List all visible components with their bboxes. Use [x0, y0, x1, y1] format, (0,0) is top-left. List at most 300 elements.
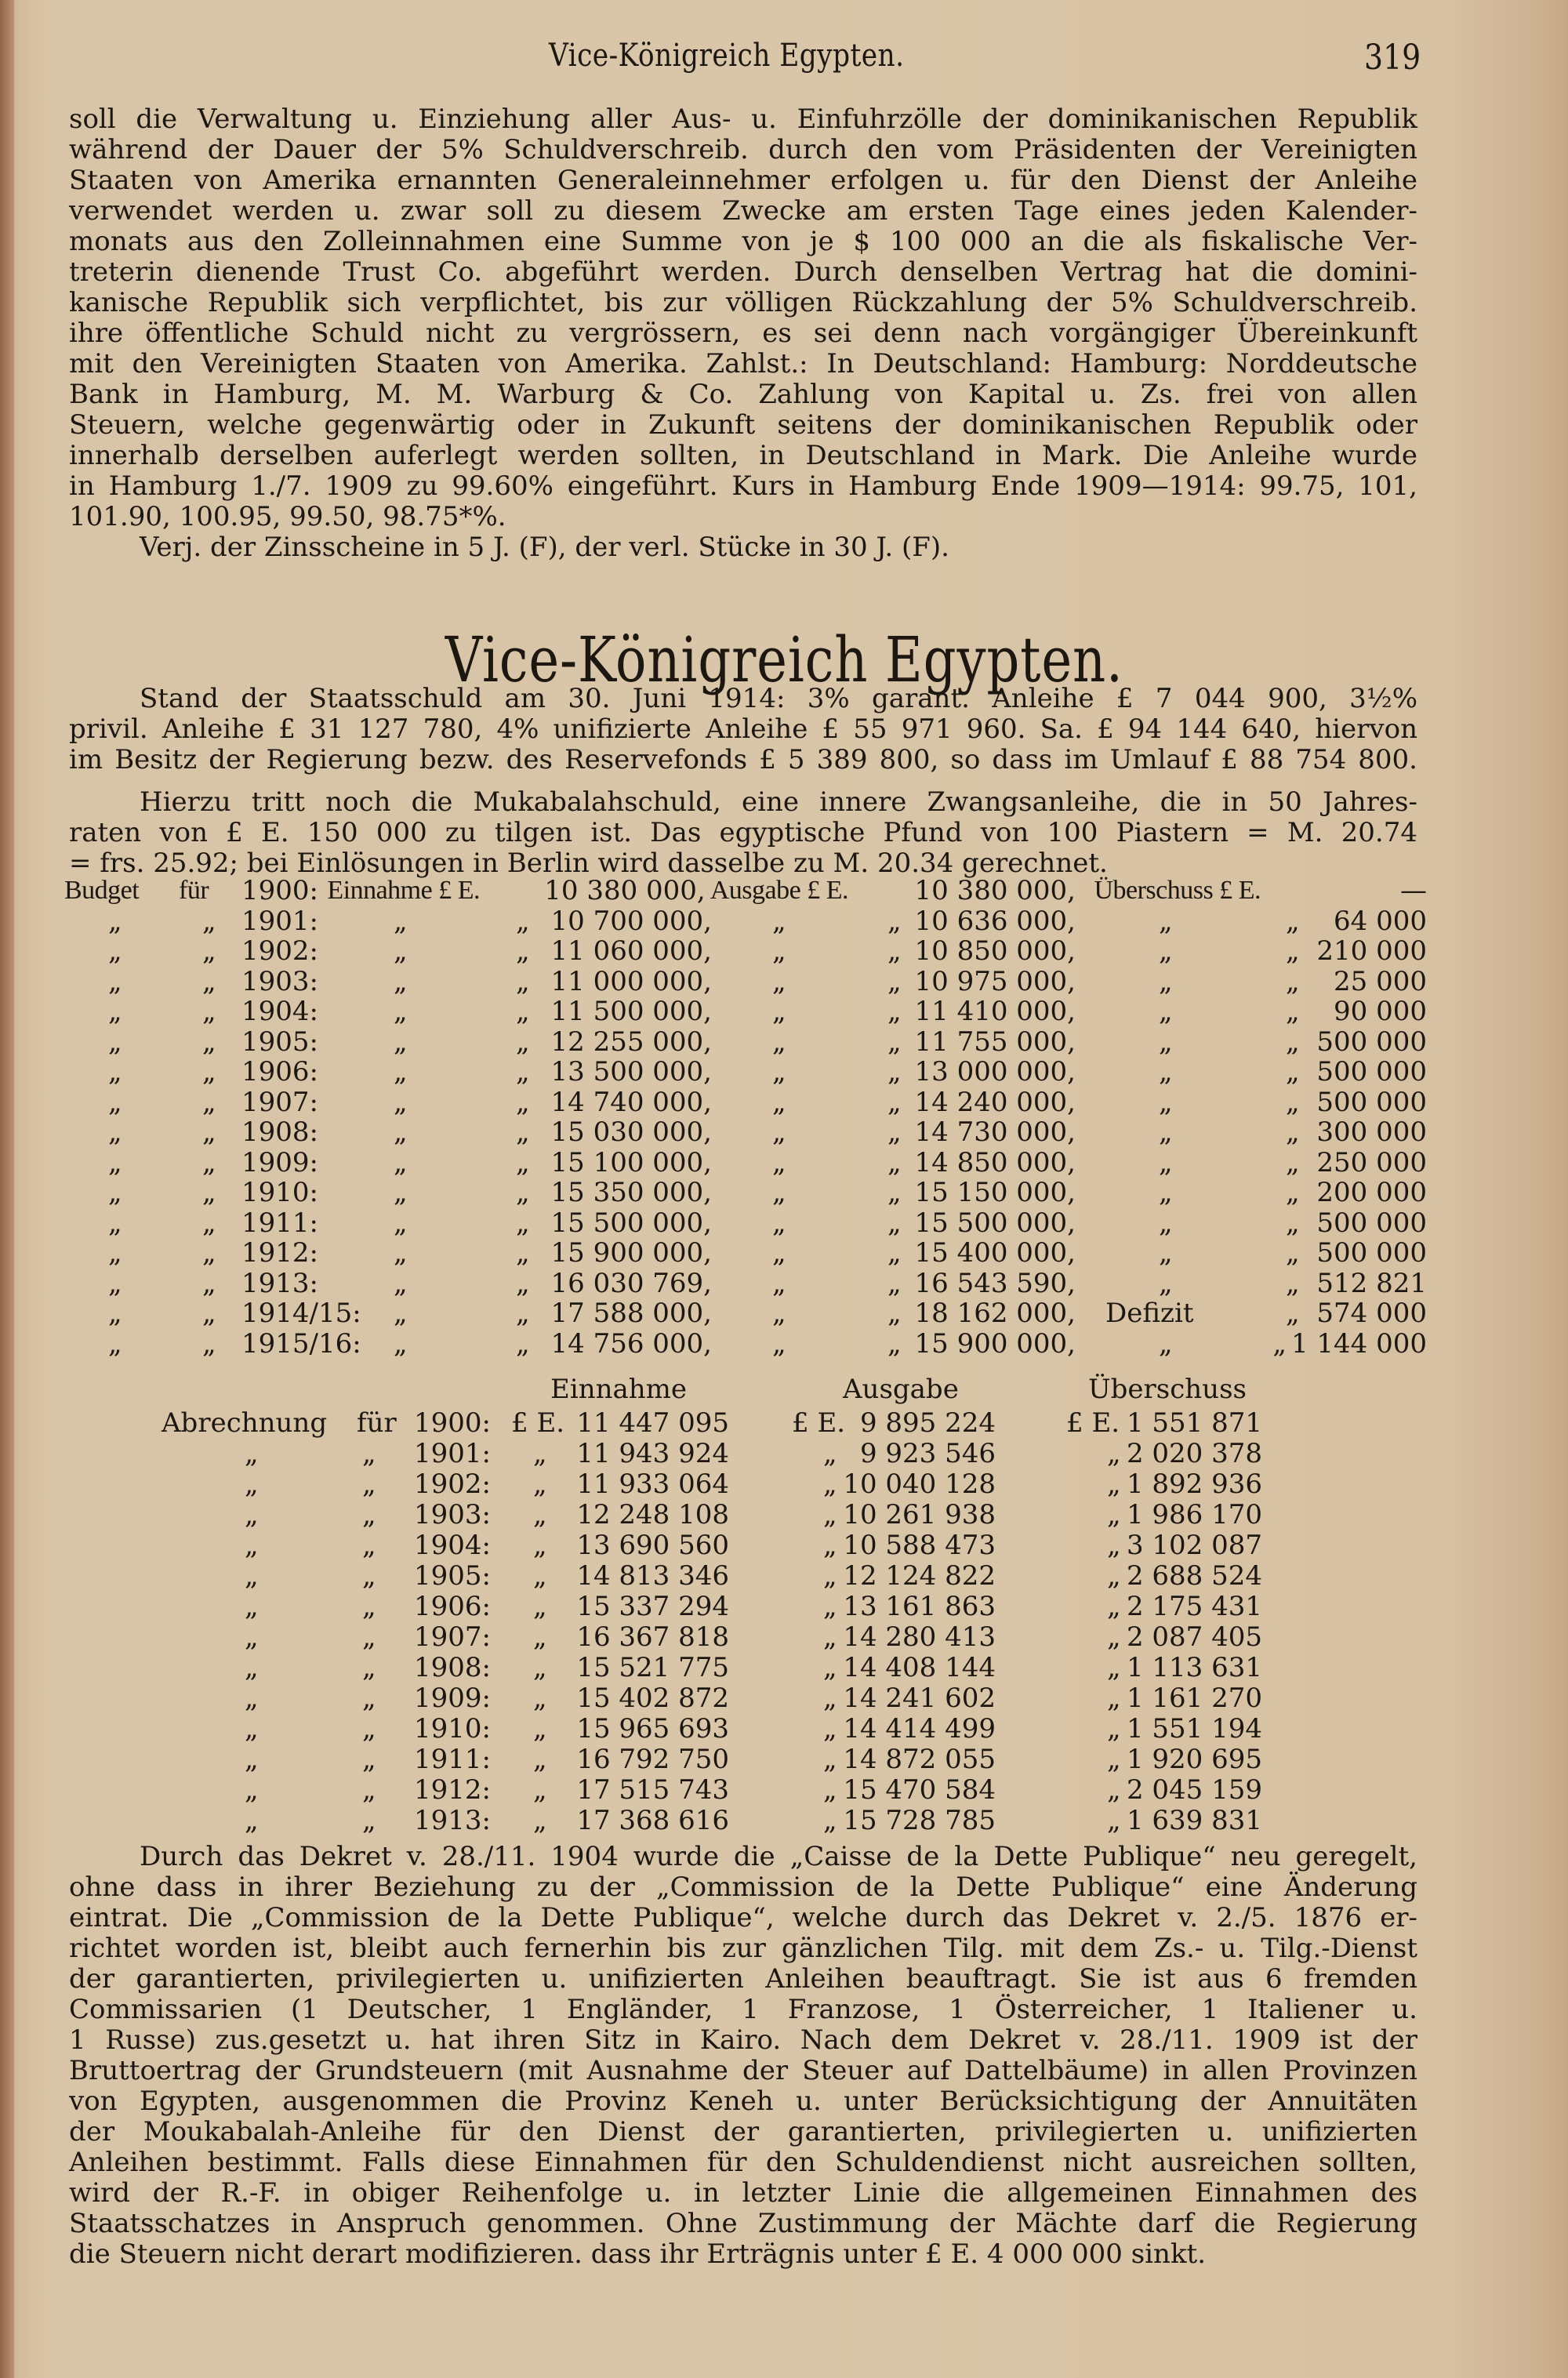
- ditto-mark: „: [1107, 1438, 1121, 1469]
- ditto-mark: „: [108, 1116, 122, 1148]
- year-cell: 1906:: [241, 1056, 318, 1087]
- ditto-mark: „: [1107, 1683, 1121, 1714]
- ditto-mark: „: [1286, 1146, 1300, 1178]
- ditto-mark: „: [202, 905, 216, 937]
- ditto-mark: „: [772, 1327, 786, 1360]
- text-line: 101.90, 100.95, 99.50, 98.75*%.: [69, 501, 506, 532]
- ueberschuss-value: 1 892 936: [1126, 1469, 1262, 1500]
- einnahme-value: 11 000 000,: [550, 965, 712, 997]
- ueberschuss-value: 210 000: [1316, 935, 1427, 967]
- ditto-mark: „: [772, 935, 786, 967]
- ditto-mark: „: [1107, 1713, 1121, 1744]
- ueberschuss-value: 25 000: [1334, 965, 1427, 997]
- ditto-mark: „: [1286, 1207, 1300, 1239]
- year-cell: 1901:: [414, 1438, 491, 1469]
- ditto-mark: „: [1286, 1267, 1300, 1299]
- ditto-mark: „: [394, 1086, 408, 1118]
- ditto-mark: „: [362, 1591, 376, 1622]
- text-line: Staatsschatzes in Anspruch genommen. Ohne Zustimmung der Mächte darf die Regierung: [69, 2208, 1417, 2239]
- ueberschuss-value: 250 000: [1316, 1146, 1427, 1178]
- ditto-mark: „: [533, 1805, 547, 1836]
- fuer-label: für: [357, 1407, 397, 1439]
- text-line: richtet worden ist, bleibt auch fernerhin bis zur gänzlichen Tilg. mit dem Zs.- u. Tilg.-Dienst: [69, 1933, 1417, 1964]
- accounts-row: [0, 1744, 1568, 1774]
- ditto-mark: „: [362, 1438, 376, 1469]
- year-cell: 1908:: [241, 1116, 318, 1148]
- ditto-mark: „: [1286, 965, 1300, 997]
- text-line: Bruttoertrag der Grundsteuern (mit Ausnahme der Steuer auf Dattelbäume) in allen Provinzen: [69, 2055, 1417, 2086]
- ditto-mark: „: [362, 1469, 376, 1500]
- page-number: 319: [1364, 38, 1421, 78]
- einnahme-value: 12 248 108: [576, 1499, 729, 1530]
- ditto-mark: „: [108, 1146, 122, 1178]
- ditto-mark: „: [362, 1652, 376, 1683]
- ueberschuss-value: 1 639 831: [1126, 1805, 1262, 1836]
- ditto-mark: „: [1286, 1298, 1300, 1329]
- ditto-mark: „: [1159, 1146, 1173, 1178]
- ausgabe-value: 14 408 144: [843, 1652, 996, 1683]
- ditto-mark: „: [823, 1652, 837, 1683]
- ditto-mark: „: [1107, 1652, 1121, 1683]
- accounts-row: [0, 1561, 1568, 1591]
- year-cell: 1901:: [241, 905, 318, 937]
- ditto-mark: „: [245, 1499, 259, 1530]
- ausgabe-value: 10 380 000,: [914, 875, 1076, 906]
- ditto-mark: „: [202, 1327, 216, 1360]
- year-cell: 1915/16:: [241, 1327, 361, 1360]
- ditto-mark: „: [202, 1177, 216, 1208]
- ditto-mark: „: [772, 1177, 786, 1208]
- currency-label: £ E.: [792, 1407, 846, 1439]
- ditto-mark: „: [1159, 1116, 1173, 1148]
- ditto-mark: „: [533, 1560, 547, 1592]
- einnahme-value: 15 965 693: [576, 1713, 729, 1744]
- ditto-mark: „: [108, 996, 122, 1027]
- einnahme-value: 11 060 000,: [550, 935, 712, 967]
- ditto-mark: „: [394, 1056, 408, 1087]
- einnahme-value: 16 030 769,: [550, 1267, 712, 1299]
- ditto-mark: „: [772, 965, 786, 997]
- year-cell: 1910:: [414, 1713, 491, 1744]
- ueberschuss-value: 90 000: [1334, 996, 1427, 1027]
- year-cell: 1905:: [241, 1026, 318, 1058]
- ditto-mark: „: [1159, 905, 1173, 937]
- ditto-mark: „: [362, 1683, 376, 1714]
- ditto-mark: „: [202, 1026, 216, 1058]
- ditto-mark: „: [533, 1774, 547, 1806]
- ausgabe-value: 11 755 000,: [914, 1026, 1076, 1058]
- einnahme-value: 15 500 000,: [550, 1207, 712, 1239]
- ditto-mark: „: [823, 1713, 837, 1744]
- ausgabe-value: 9 895 224: [859, 1407, 996, 1439]
- ditto-mark: „: [362, 1621, 376, 1653]
- ditto-mark: „: [108, 1237, 122, 1269]
- ditto-mark: „: [1286, 1026, 1300, 1058]
- ueberschuss-value: 512 821: [1316, 1267, 1427, 1299]
- ausgabe-value: 14 850 000,: [914, 1146, 1076, 1178]
- ditto-mark: „: [394, 1237, 408, 1269]
- ausgabe-value: 9 923 546: [859, 1438, 996, 1469]
- ausgabe-value: 10 261 938: [843, 1499, 996, 1530]
- accounts-row: [0, 1592, 1568, 1621]
- ausgabe-value: 10 636 000,: [914, 905, 1076, 937]
- text-line: innerhalb derselben auferlegt werden sollten, in Deutschland in Mark. Die Anleihe wurde: [69, 440, 1417, 471]
- ditto-mark: „: [1272, 1327, 1287, 1360]
- einnahme-value: 14 756 000,: [550, 1327, 712, 1360]
- year-cell: 1912:: [241, 1237, 318, 1269]
- ditto-mark: „: [772, 1146, 786, 1178]
- year-cell: 1911:: [241, 1207, 318, 1239]
- budget-row: [0, 936, 1568, 966]
- ditto-mark: „: [1159, 1056, 1173, 1087]
- text-line: Hierzu tritt noch die Mukabalahschuld, eine innere Zwangsanleihe, die in 50 Jahres-: [140, 786, 1417, 818]
- ueberschuss-value: 3 102 087: [1126, 1530, 1262, 1561]
- ditto-mark: „: [823, 1744, 837, 1775]
- ueberschuss-value: 2 087 405: [1126, 1621, 1262, 1653]
- ditto-mark: „: [823, 1683, 837, 1714]
- ditto-mark: „: [394, 965, 408, 997]
- ditto-mark: „: [245, 1469, 259, 1500]
- ditto-mark: „: [1107, 1744, 1121, 1775]
- year-cell: 1903:: [241, 965, 318, 997]
- ditto-mark: „: [772, 1026, 786, 1058]
- budget-row: [0, 1208, 1568, 1238]
- ditto-mark: „: [362, 1530, 376, 1561]
- ditto-mark: „: [202, 1086, 216, 1118]
- ausgabe-value: 15 900 000,: [914, 1327, 1076, 1360]
- ditto-mark: „: [887, 905, 902, 937]
- text-line: der garantierten, privilegierten u. unifizierten Anleihen beauftragt. Sie ist aus 6 fremden: [69, 1963, 1417, 1995]
- fuer-label: für: [179, 876, 209, 905]
- einnahme-value: 14 740 000,: [550, 1086, 712, 1118]
- ditto-mark: „: [362, 1805, 376, 1836]
- ditto-mark: „: [1159, 935, 1173, 967]
- ausgabe-value: 15 470 584: [843, 1774, 996, 1806]
- text-line: mit den Vereinigten Staaten von Amerika. Zahlst.: In Deutschland: Hamburg: Norddeutsche: [69, 348, 1417, 379]
- text-line: Durch das Dekret v. 28./11. 1904 wurde die „Caisse de la Dette Publique“ neu geregelt,: [140, 1841, 1417, 1872]
- einnahme-value: 15 337 294: [576, 1591, 729, 1622]
- einnahme-value: 10 700 000,: [550, 905, 712, 937]
- einnahme-value: 10 380 000,: [544, 875, 706, 906]
- ausgabe-value: 10 975 000,: [914, 965, 1076, 997]
- ditto-mark: „: [1286, 1086, 1300, 1118]
- text-line: Bank in Hamburg, M. M. Warburg & Co. Zahlung von Kapital u. Zs. frei von allen: [69, 379, 1417, 410]
- ditto-mark: „: [823, 1499, 837, 1530]
- ueberschuss-value: —: [1400, 875, 1427, 906]
- ausgabe-value: 18 162 000,: [914, 1298, 1076, 1329]
- year-cell: 1900:: [414, 1407, 491, 1439]
- ditto-mark: „: [823, 1591, 837, 1622]
- ditto-mark: „: [887, 935, 902, 967]
- ditto-mark: „: [108, 1026, 122, 1058]
- text-line: im Besitz der Regierung bezw. des Reservefonds £ 5 389 800, so dass im Umlauf £ 88 754 800.: [69, 744, 1417, 775]
- ditto-mark: „: [1286, 1237, 1300, 1269]
- budget-row: [0, 906, 1568, 936]
- ditto-mark: „: [245, 1621, 259, 1653]
- einnahme-value: 13 690 560: [576, 1530, 729, 1561]
- ditto-mark: „: [394, 1146, 408, 1178]
- budget-row: [0, 876, 1568, 906]
- text-line: raten von £ E. 150 000 zu tilgen ist. Das egyptische Pfund von 100 Piastern = M. 20.74: [69, 817, 1417, 848]
- ueberschuss-value: 1 144 000: [1290, 1327, 1427, 1360]
- text-line: der Moukabalah-Anleihe für den Dienst der garantierten, privilegierten u. unifizierten: [69, 2116, 1417, 2147]
- ditto-mark: „: [362, 1713, 376, 1744]
- ausgabe-value: 15 500 000,: [914, 1207, 1076, 1239]
- text-line: wird der R.-F. in obiger Reihenfolge u. in letzter Linie die allgemeinen Einnahmen des: [69, 2177, 1417, 2209]
- ditto-mark: „: [108, 1177, 122, 1208]
- ditto-mark: „: [362, 1499, 376, 1530]
- ausgabe-label: Ausgabe £ E.: [710, 876, 848, 905]
- einnahme-value: 11 933 064: [576, 1469, 729, 1500]
- ditto-mark: „: [1107, 1499, 1121, 1530]
- ueberschuss-value: 500 000: [1316, 1086, 1427, 1118]
- ditto-mark: „: [516, 965, 530, 997]
- running-header: Vice-Königreich Egypten.: [549, 38, 905, 74]
- ditto-mark: „: [394, 1116, 408, 1148]
- ditto-mark: „: [108, 935, 122, 967]
- ditto-mark: „: [887, 1056, 902, 1087]
- ditto-mark: „: [362, 1744, 376, 1775]
- ditto-mark: „: [516, 1086, 530, 1118]
- text-line: eintrat. Die „Commission de la Dette Publique“, welche durch das Dekret v. 2./5. 1876 er-: [69, 1902, 1417, 1933]
- ditto-mark: „: [887, 1116, 902, 1148]
- ditto-mark: „: [887, 1327, 902, 1360]
- ditto-mark: „: [516, 996, 530, 1027]
- year-cell: 1913:: [414, 1805, 491, 1836]
- ditto-mark: „: [823, 1560, 837, 1592]
- year-cell: 1903:: [414, 1499, 491, 1530]
- einnahme-value: 16 367 818: [576, 1621, 729, 1653]
- ausgabe-value: 10 850 000,: [914, 935, 1076, 967]
- ditto-mark: „: [533, 1499, 547, 1530]
- ditto-mark: „: [394, 996, 408, 1027]
- ditto-mark: „: [1286, 996, 1300, 1027]
- text-line: monats aus den Zolleinnahmen eine Summe von je $ 100 000 an die als fiskalische Ver-: [69, 226, 1417, 257]
- ueberschuss-value: 574 000: [1316, 1298, 1427, 1329]
- text-line: 1 Russe) zus.gesetzt u. hat ihren Sitz in Kairo. Nach dem Dekret v. 28./11. 1909 ist der: [69, 2024, 1417, 2056]
- ditto-mark: „: [108, 1327, 122, 1360]
- ditto-mark: „: [108, 905, 122, 937]
- ueberschuss-value: 1 161 270: [1126, 1683, 1262, 1714]
- ditto-mark: „: [887, 1146, 902, 1178]
- ditto-mark: „: [516, 1177, 530, 1208]
- einnahme-value: 15 030 000,: [550, 1116, 712, 1148]
- text-line: Commissarien (1 Deutscher, 1 Engländer, 1 Franzose, 1 Österreicher, 1 Italiener u.: [69, 1994, 1417, 2025]
- ditto-mark: „: [108, 1267, 122, 1299]
- ditto-mark: „: [108, 1056, 122, 1087]
- ditto-mark: „: [533, 1438, 547, 1469]
- ueberschuss-value: 2 020 378: [1126, 1438, 1262, 1469]
- ausgabe-value: 15 728 785: [843, 1805, 996, 1836]
- currency-label: £ E.: [511, 1407, 565, 1439]
- ueberschuss-value: 1 920 695: [1126, 1744, 1262, 1775]
- ditto-mark: „: [394, 1207, 408, 1239]
- ueberschuss-value: 500 000: [1316, 1026, 1427, 1058]
- header-ausgabe: Ausgabe: [843, 1374, 959, 1405]
- ditto-mark: „: [533, 1530, 547, 1561]
- ueberschuss-value: 2 045 159: [1126, 1774, 1262, 1806]
- einnahme-value: 17 588 000,: [550, 1298, 712, 1329]
- ditto-mark: „: [516, 1056, 530, 1087]
- ditto-mark: „: [887, 1207, 902, 1239]
- ditto-mark: „: [516, 1267, 530, 1299]
- ditto-mark: „: [533, 1652, 547, 1683]
- ueberschuss-value: 2 688 524: [1126, 1560, 1262, 1592]
- ditto-mark: „: [516, 1026, 530, 1058]
- einnahme-value: 17 515 743: [576, 1774, 729, 1806]
- ditto-mark: „: [245, 1530, 259, 1561]
- budget-row: [0, 1057, 1568, 1087]
- budget-label: Budget: [64, 876, 140, 905]
- year-cell: 1904:: [241, 996, 318, 1027]
- ditto-mark: „: [772, 1086, 786, 1118]
- einnahme-value: 15 521 775: [576, 1652, 729, 1683]
- accounts-row: [0, 1469, 1568, 1499]
- ditto-mark: „: [823, 1774, 837, 1806]
- ditto-mark: „: [1107, 1591, 1121, 1622]
- text-line: von Egypten, ausgenommen die Provinz Keneh u. unter Berücksichtigung der Annuitäten: [69, 2086, 1417, 2117]
- budget-row: [0, 967, 1568, 997]
- ditto-mark: „: [245, 1713, 259, 1744]
- ditto-mark: „: [394, 1298, 408, 1329]
- ditto-mark: „: [772, 1237, 786, 1269]
- accounts-row: [0, 1530, 1568, 1560]
- ditto-mark: „: [516, 1146, 530, 1178]
- budget-row: [0, 1329, 1568, 1359]
- ditto-mark: „: [202, 1116, 216, 1148]
- ditto-mark: „: [1159, 1177, 1173, 1208]
- ditto-mark: „: [1107, 1469, 1121, 1500]
- ditto-mark: „: [1286, 1056, 1300, 1087]
- ditto-mark: „: [533, 1744, 547, 1775]
- ditto-mark: „: [516, 1237, 530, 1269]
- ditto-mark: „: [533, 1713, 547, 1744]
- ditto-mark: „: [1159, 1026, 1173, 1058]
- einnahme-value: 11 943 924: [576, 1438, 729, 1469]
- ditto-mark: „: [362, 1560, 376, 1592]
- year-cell: 1905:: [414, 1560, 491, 1592]
- ditto-mark: „: [202, 1056, 216, 1087]
- ditto-mark: „: [394, 935, 408, 967]
- year-cell: 1909:: [241, 1146, 318, 1178]
- budget-row: [0, 1148, 1568, 1178]
- ditto-mark: „: [1286, 1177, 1300, 1208]
- einnahme-value: 16 792 750: [576, 1744, 729, 1775]
- ausgabe-value: 12 124 822: [843, 1560, 996, 1592]
- ausgabe-value: 16 543 590,: [914, 1267, 1076, 1299]
- ueberschuss-label: Überschuss £ E.: [1094, 876, 1261, 905]
- ditto-mark: „: [1159, 1267, 1173, 1299]
- ditto-mark: „: [108, 1207, 122, 1239]
- ditto-mark: „: [202, 965, 216, 997]
- einnahme-value: 15 402 872: [576, 1683, 729, 1714]
- text-line: ihre öffentliche Schuld nicht zu vergrössern, es sei denn nach vorgängiger Übereinkunft: [69, 318, 1417, 349]
- ditto-mark: „: [108, 1298, 122, 1329]
- ditto-mark: „: [533, 1621, 547, 1653]
- ditto-mark: „: [533, 1469, 547, 1500]
- ditto-mark: „: [245, 1744, 259, 1775]
- ausgabe-value: 13 161 863: [843, 1591, 996, 1622]
- ditto-mark: „: [887, 996, 902, 1027]
- ueberschuss-value: 2 175 431: [1126, 1591, 1262, 1622]
- text-line: Verj. der Zinsscheine in 5 J. (F), der verl. Stücke in 30 J. (F).: [140, 532, 949, 563]
- text-line: Steuern, welche gegenwärtig oder in Zukunft seitens der dominikanischen Republik oder: [69, 409, 1417, 441]
- note-cell: Defizit: [1105, 1298, 1194, 1329]
- ditto-mark: „: [394, 1327, 408, 1360]
- ausgabe-value: 14 280 413: [843, 1621, 996, 1653]
- ditto-mark: „: [823, 1469, 837, 1500]
- einnahme-value: 15 900 000,: [550, 1237, 712, 1269]
- ditto-mark: „: [202, 996, 216, 1027]
- year-cell: 1907:: [414, 1621, 491, 1653]
- einnahme-value: 15 100 000,: [550, 1146, 712, 1178]
- text-line: Staaten von Amerika ernannten Generaleinnehmer erfolgen u. für den Dienst der Anleihe: [69, 165, 1417, 196]
- ditto-mark: „: [1107, 1560, 1121, 1592]
- ditto-mark: „: [202, 1207, 216, 1239]
- ditto-mark: „: [516, 935, 530, 967]
- ditto-mark: „: [108, 965, 122, 997]
- ditto-mark: „: [1286, 1116, 1300, 1148]
- ueberschuss-value: 200 000: [1316, 1177, 1427, 1208]
- ditto-mark: „: [887, 1086, 902, 1118]
- ueberschuss-value: 500 000: [1316, 1056, 1427, 1087]
- ditto-mark: „: [887, 1177, 902, 1208]
- text-line: verwendet werden u. zwar soll zu diesem Zwecke am ersten Tage eines jeden Kalender-: [69, 195, 1417, 227]
- ausgabe-value: 14 240 000,: [914, 1086, 1076, 1118]
- currency-label: £ E.: [1066, 1407, 1120, 1439]
- ditto-mark: „: [245, 1591, 259, 1622]
- einnahme-value: 11 447 095: [576, 1407, 729, 1439]
- budget-row: [0, 1178, 1568, 1207]
- ausgabe-value: 14 414 499: [843, 1713, 996, 1744]
- ausgabe-value: 11 410 000,: [914, 996, 1076, 1027]
- year-cell: 1909:: [414, 1683, 491, 1714]
- ditto-mark: „: [362, 1774, 376, 1806]
- text-line: = frs. 25.92; bei Einlösungen in Berlin wird dasselbe zu M. 20.34 gerechnet.: [69, 848, 1108, 879]
- text-line: Stand der Staatsschuld am 30. Juni 1914: 3% garant. Anleihe £ 7 044 900, 3½%: [140, 683, 1417, 714]
- ditto-mark: „: [245, 1560, 259, 1592]
- accounts-row: [0, 1806, 1568, 1835]
- ditto-mark: „: [823, 1530, 837, 1561]
- year-cell: 1911:: [414, 1744, 491, 1775]
- einnahme-value: 12 255 000,: [550, 1026, 712, 1058]
- ditto-mark: „: [887, 1026, 902, 1058]
- ueberschuss-value: 500 000: [1316, 1237, 1427, 1269]
- ditto-mark: „: [772, 905, 786, 937]
- ditto-mark: „: [887, 1267, 902, 1299]
- accounts-row: [0, 1408, 1568, 1438]
- ueberschuss-value: 1 986 170: [1126, 1499, 1262, 1530]
- ditto-mark: „: [1286, 905, 1300, 937]
- ditto-mark: „: [516, 1116, 530, 1148]
- ditto-mark: „: [772, 1116, 786, 1148]
- accounts-row: [0, 1653, 1568, 1683]
- ditto-mark: „: [1107, 1621, 1121, 1653]
- ditto-mark: „: [1286, 935, 1300, 967]
- ditto-mark: „: [245, 1805, 259, 1836]
- einnahme-value: 11 500 000,: [550, 996, 712, 1027]
- budget-row: [0, 1027, 1568, 1057]
- ditto-mark: „: [1159, 1207, 1173, 1239]
- accounts-row: [0, 1775, 1568, 1805]
- einnahme-value: 17 368 616: [576, 1805, 729, 1836]
- ditto-mark: „: [887, 1237, 902, 1269]
- ditto-mark: „: [202, 1298, 216, 1329]
- ditto-mark: „: [394, 1026, 408, 1058]
- ditto-mark: „: [823, 1805, 837, 1836]
- ditto-mark: „: [772, 1056, 786, 1087]
- ditto-mark: „: [394, 905, 408, 937]
